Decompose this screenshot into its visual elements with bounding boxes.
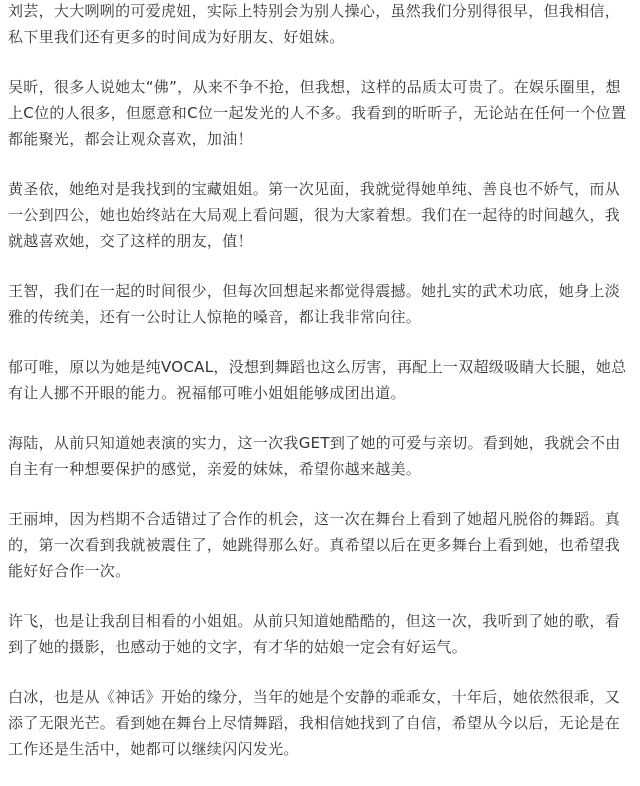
paragraph-hai-lu: 海陆，从前只知道她表演的实力，这一次我GET到了她的可爱与亲切。看到她，我就会不由自主有一种想要保护的感觉，亲爱的妹妹，希望你越来越美。: [8, 434, 621, 478]
paragraph-liu-yun: 刘芸，大大咧咧的可爱虎妞，实际上特别会为别人操心，虽然我们分别得很早，但我相信，私下里我们还有更多的时间成为好朋友、好姐妹。: [8, 2, 621, 46]
paragraph-huang-shengyi: 黄圣依，她绝对是我找到的宝藏姐姐。第一次见面，我就觉得她单纯、善良也不娇气，而从一公到四公，她也始终站在大局观上看问题，很为大家着想。我们在一起待的时间越久，我就越喜欢她，交了这样的朋友，值！: [8, 180, 621, 250]
paragraph-xu-fei: 许飞，也是让我刮目相看的小姐姐。从前只知道她酷酷的，但这一次，我听到了她的歌，看到了她的摄影，也感动于她的文字，有才华的姑娘一定会有好运气。: [8, 612, 621, 656]
article-body: [8, 0, 634, 786]
paragraph-bai-bing: 白冰，也是从《神话》开始的缘分，当年的她是个安静的乖乖女，十年后，她依然很乖，又添了无限光芒。看到她在舞台上尽情舞蹈，我相信她找到了自信，希望从今以后，无论是在工作还是生活中，她都可以继续闪闪发光。: [8, 688, 621, 758]
paragraph-wu-xin: 吴昕，很多人说她太“佛”，从来不争不抢，但我想，这样的品质太可贵了。在娱乐圈里，想上C位的人很多，但愿意和C位一起发光的人不多。我看到的昕昕子，无论站在任何一个位置都能聚光，都会让观众喜欢，加油！: [8, 78, 627, 148]
paragraph-wang-likun: 王丽坤，因为档期不合适错过了合作的机会，这一次在舞台上看到了她超凡脱俗的舞蹈。真的，第一次看到我就被震住了，她跳得那么好。真希望以后在更多舞台上看到她，也希望我能好好合作一次。: [8, 510, 621, 580]
paragraph-yu-kewei: 郁可唯，原以为她是纯VOCAL，没想到舞蹈也这么厉害，再配上一双超级吸睛大长腿，她总有让人挪不开眼的能力。祝福郁可唯小姐姐能够成团出道。: [8, 358, 627, 402]
paragraph-wang-zhi: 王智，我们在一起的时间很少，但每次回想起来都觉得震撼。她扎实的武术功底，她身上淡雅的传统美，还有一公时让人惊艳的嗓音，都让我非常向往。: [8, 282, 621, 326]
